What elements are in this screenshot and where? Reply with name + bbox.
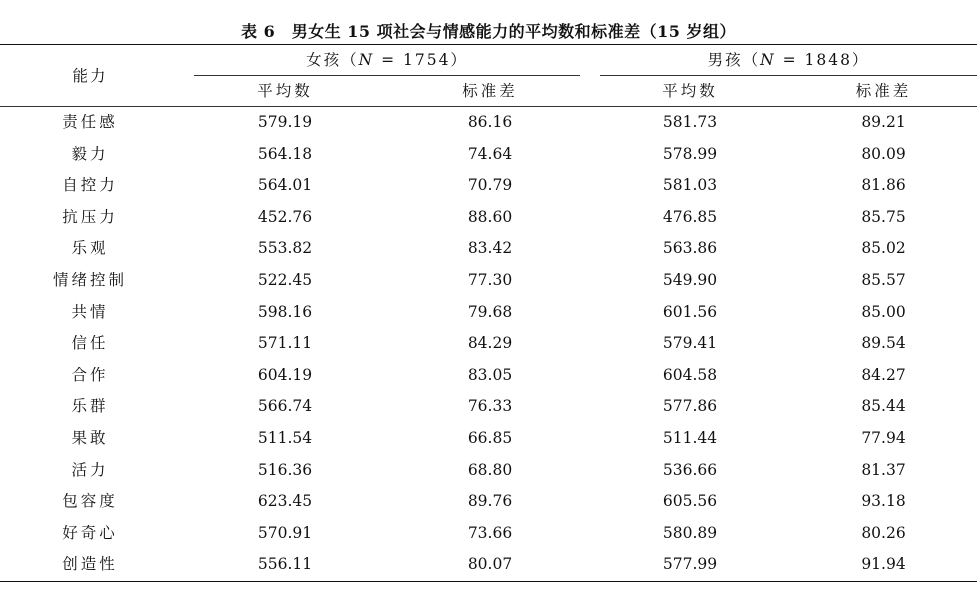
cell-ability: 合作 — [71, 365, 109, 384]
cell-boys-mean: 511.44 — [662, 428, 718, 447]
cell-girls-mean: 598.16 — [257, 302, 313, 321]
cell-boys-mean: 580.89 — [662, 523, 718, 542]
cell-boys-mean: 476.85 — [662, 207, 718, 226]
table-row — [0, 265, 977, 297]
girls-group-underline — [194, 45, 580, 76]
cell-ability: 好奇心 — [62, 523, 118, 542]
boys-group-n: N — [760, 51, 776, 69]
table-header — [0, 45, 977, 107]
cell-girls-mean: 564.18 — [257, 144, 313, 163]
cell-boys-sd: 85.00 — [861, 302, 906, 321]
table-row — [0, 486, 977, 518]
cell-girls-sd: 73.66 — [467, 523, 513, 542]
cell-boys-mean: 577.86 — [662, 397, 718, 416]
cell-ability: 创造性 — [0, 549, 180, 581]
cell-girls-mean: 623.45 — [257, 492, 313, 511]
table-body — [0, 107, 977, 582]
girls-group-prefix: 女孩（ — [306, 51, 359, 69]
cell-girls-sd: 70.79 — [467, 176, 513, 195]
stats-table-container — [0, 44, 977, 582]
cell-boys-mean: 581.73 — [662, 113, 718, 131]
header-girls-group — [180, 45, 590, 77]
header-boys-sd: 标准差 — [790, 76, 977, 107]
cell-girls-sd: 66.85 — [467, 428, 513, 447]
cell-girls-sd: 83.05 — [467, 365, 513, 384]
cell-girls-sd: 88.60 — [467, 207, 513, 226]
cell-girls-mean: 566.74 — [257, 397, 313, 416]
cell-ability: 抗压力 — [62, 207, 118, 226]
cell-girls-sd: 79.68 — [467, 302, 513, 321]
cell-ability: 乐群 — [71, 397, 109, 416]
cell-girls-sd: 80.07 — [390, 549, 590, 581]
cell-girls-mean: 522.45 — [257, 270, 313, 289]
boys-group-prefix: 男孩（ — [707, 51, 761, 69]
boys-group-suffix: = 1848） — [775, 51, 870, 69]
cell-ability: 责任感 — [62, 113, 118, 131]
cell-boys-mean: 579.41 — [662, 334, 718, 353]
cell-ability: 包容度 — [62, 492, 118, 511]
table-row — [0, 549, 977, 581]
table-row — [0, 202, 977, 234]
cell-boys-sd: 85.57 — [861, 270, 906, 289]
table-row — [0, 297, 977, 329]
cell-girls-mean: 511.54 — [257, 428, 313, 447]
cell-girls-mean: 579.19 — [257, 113, 313, 131]
table-row — [0, 328, 977, 360]
girls-group-n: N — [358, 51, 375, 69]
cell-boys-sd: 80.26 — [861, 523, 906, 542]
cell-girls-mean: 553.82 — [257, 239, 313, 258]
cell-ability: 自控力 — [62, 176, 118, 195]
cell-boys-sd: 89.21 — [861, 113, 906, 131]
table-row — [0, 360, 977, 392]
cell-boys-sd: 85.75 — [861, 207, 906, 226]
cell-ability: 情绪控制 — [52, 270, 127, 289]
header-girls-sd: 标准差 — [390, 76, 590, 107]
header-ability: 能力 — [0, 45, 180, 107]
table-row — [0, 518, 977, 550]
cell-girls-mean: 516.36 — [257, 460, 313, 479]
cell-girls-sd: 83.42 — [467, 239, 513, 258]
cell-boys-sd: 85.02 — [861, 239, 906, 258]
cell-girls-mean: 570.91 — [257, 523, 313, 542]
cell-boys-sd: 91.94 — [790, 549, 977, 581]
table-row — [0, 107, 977, 139]
cell-ability: 果敢 — [71, 428, 109, 447]
cell-girls-sd: 84.29 — [467, 334, 513, 353]
cell-boys-sd: 77.94 — [861, 428, 906, 447]
cell-boys-mean: 549.90 — [662, 270, 718, 289]
cell-girls-sd: 68.80 — [467, 460, 513, 479]
cell-boys-sd: 85.44 — [861, 397, 906, 416]
table-row — [0, 455, 977, 487]
cell-girls-sd: 76.33 — [467, 397, 513, 416]
header-boys-mean: 平均数 — [590, 76, 790, 107]
header-boys-group — [590, 45, 977, 77]
cell-boys-mean: 601.56 — [662, 302, 718, 321]
cell-girls-mean: 556.11 — [180, 549, 390, 581]
cell-girls-mean: 604.19 — [257, 365, 313, 384]
cell-boys-mean: 536.66 — [662, 460, 718, 479]
cell-boys-sd: 84.27 — [861, 365, 906, 384]
cell-ability: 信任 — [71, 334, 109, 353]
cell-boys-mean: 578.99 — [662, 144, 718, 163]
girls-group-suffix: = 1754） — [374, 51, 468, 69]
table-row — [0, 391, 977, 423]
table-row — [0, 233, 977, 265]
cell-boys-mean: 604.58 — [662, 365, 718, 384]
cell-ability: 毅力 — [71, 144, 109, 163]
cell-girls-mean: 452.76 — [257, 207, 313, 226]
stats-table — [0, 44, 977, 582]
table-row — [0, 170, 977, 202]
table-row — [0, 139, 977, 171]
cell-girls-sd: 89.76 — [467, 492, 513, 511]
cell-boys-sd: 81.37 — [861, 460, 906, 479]
cell-boys-mean: 605.56 — [662, 492, 718, 511]
cell-boys-mean: 577.99 — [590, 549, 790, 581]
cell-girls-sd: 74.64 — [467, 144, 513, 163]
cell-ability: 活力 — [71, 460, 109, 479]
cell-girls-sd: 86.16 — [467, 113, 513, 131]
table-row — [0, 423, 977, 455]
cell-boys-mean: 581.03 — [662, 176, 718, 195]
cell-boys-mean: 563.86 — [662, 239, 718, 258]
boys-group-underline — [600, 45, 977, 76]
cell-girls-mean: 571.11 — [257, 334, 313, 353]
cell-boys-sd: 80.09 — [861, 144, 906, 163]
cell-girls-mean: 564.01 — [257, 176, 313, 195]
table-caption: 表 6 男女生 15 项社会与情感能力的平均数和标准差（15 岁组） — [241, 22, 736, 41]
cell-ability: 共情 — [71, 302, 109, 321]
cell-girls-sd: 77.30 — [467, 270, 513, 289]
header-girls-mean: 平均数 — [180, 76, 390, 107]
cell-boys-sd: 89.54 — [861, 334, 906, 353]
cell-boys-sd: 81.86 — [861, 176, 906, 195]
cell-ability: 乐观 — [71, 239, 109, 258]
cell-boys-sd: 93.18 — [861, 492, 906, 511]
